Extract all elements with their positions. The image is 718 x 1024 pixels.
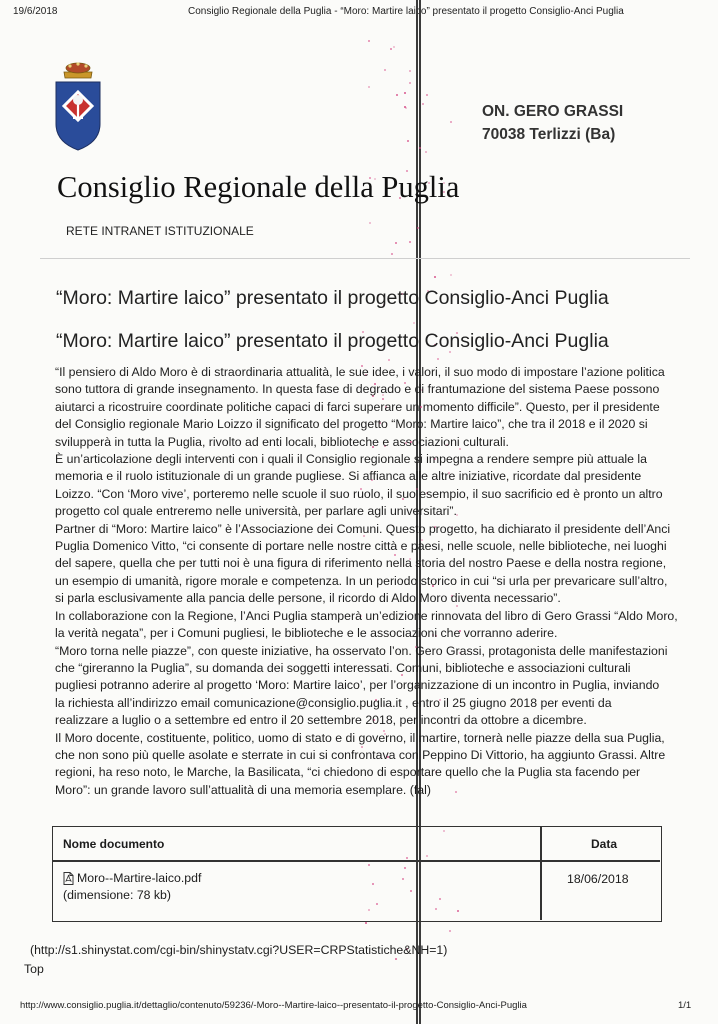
- scan-speck: [369, 222, 371, 224]
- body-line: realizzare a luglio o a settembre ed entro il 20 settembre 2018, per incontri da ottobre a dicembre.: [55, 713, 587, 728]
- scan-speck: [425, 151, 427, 153]
- column-header-date: Data: [591, 837, 618, 851]
- body-line: si parla esclusivamente alla pancia delle persone, il ricordo di Aldo Moro diventa necessario”.: [55, 591, 561, 606]
- body-line: la verità negata”, per i Comuni pugliesi, le biblioteche e le associazioni che vorranno aderire.: [55, 626, 558, 641]
- scan-speck: [419, 147, 421, 149]
- body-line: che “gireranno la Puglia”, su domanda dei soggetti interessati. Comuni, biblioteche e associazioni culturali: [55, 660, 631, 675]
- signature-stamp: [482, 100, 623, 146]
- site-subtitle: RETE INTRANET ISTITUZIONALE: [66, 224, 254, 238]
- header-divider: [40, 258, 690, 259]
- body-line: Partner di “Moro: Martire laico” è l’Associazione dei Comuni. Questo progetto, ha dichiarato il presidente dell’Anci: [55, 521, 671, 536]
- document-date: 18/06/2018: [567, 872, 629, 886]
- site-title: Consiglio Regionale della Puglia: [57, 170, 460, 204]
- body-line: del sapere, quella che per tutti noi è una figura di riferimento nella storia del nostro Paese e della nostra regione,: [55, 556, 667, 571]
- crown-icon: [64, 62, 92, 78]
- body-line: memoria e il ruolo istituzionale di un grande pugliese. Si affianca alle altre iniziative, ricordate dal presidente: [55, 469, 642, 484]
- documents-table: [52, 826, 662, 922]
- scan-speck: [368, 40, 370, 42]
- body-line: regioni, ha reso noto, le Marche, la Basilicata, “ci chiedono di esportare quello che la Puglia sta facendo per: [55, 765, 641, 780]
- print-date: 19/6/2018: [13, 6, 58, 17]
- stats-link[interactable]: (http://s1.shinystat.com/cgi-bin/shinystatv.cgi?USER=CRPStatistiche&NH=1): [30, 943, 448, 957]
- scan-speck: [404, 92, 406, 94]
- print-page-number: 1/1: [678, 1000, 692, 1011]
- body-line: In collaborazione con la Regione, l’Anci Puglia stamperà un’edizione rinnovata del libro di Gero Grassi “Aldo Moro,: [55, 608, 678, 623]
- scan-speck: [404, 106, 406, 108]
- body-line: un esempio di umanità, rigore morale e competenza. In un periodo storico in cui “si urla per prevaricare sull’altro,: [55, 573, 668, 588]
- scan-speck: [409, 241, 411, 243]
- scan-speck: [426, 94, 428, 96]
- body-line: “Il pensiero di Aldo Moro è di straordinaria attualità, le sue idee, i valori, il suo modo di impostare l’azione politica: [55, 365, 665, 379]
- scan-speck: [449, 930, 451, 932]
- document-file-name: Moro--Martire-laico.pdf: [77, 871, 202, 885]
- body-line: È un’articolazione degli interventi con i quali il Consiglio regionale si impegna a rendere sempre più attuale la: [55, 452, 647, 467]
- scan-speck: [407, 140, 409, 142]
- body-line: aiutarci a ricostruire coordinate politiche capaci di farci superare un momento difficile”. Questo, per il presidente: [55, 399, 660, 414]
- body-line: del Consiglio regionale Mario Loizzo il significato del progetto “Moro: Martire laico”, che tra il 2018 e il 2020 si: [55, 417, 648, 432]
- back-to-top-link[interactable]: Top: [24, 962, 44, 976]
- regional-emblem: [54, 58, 102, 152]
- table-divider: [540, 827, 542, 920]
- scan-speck: [409, 82, 411, 84]
- signature-name: ON. GERO GRASSI: [482, 103, 624, 120]
- scan-speck: [417, 227, 419, 229]
- body-line: sono tuttora di grande insegnamento. In questa fase di degrado e di frantumazione del sistema Paese possono: [55, 382, 660, 397]
- print-url: http://www.consiglio.puglia.it/dettaglio/contenuto/59236/-Moro--Martire-laico--presentato-il-progetto-Consiglio-Anci-Puglia: [20, 1000, 527, 1011]
- scan-speck: [422, 103, 424, 105]
- article-heading: “Moro: Martire laico” presentato il progetto Consiglio-Anci Puglia: [56, 287, 609, 309]
- body-line: “Moro torna nelle piazze”, con queste iniziative, ha osservato l’on. Gero Grassi, protagonista delle manifestazioni: [55, 643, 668, 658]
- body-line: la richiesta all’indirizzo email comunicazione@consiglio.puglia.it , entro il 25 giugno 2018 per eventi da: [55, 695, 612, 710]
- table-row: [63, 870, 201, 904]
- document-link[interactable]: [63, 870, 201, 887]
- body-line: che non sono più quelle asolate e sterrate in cui si confrontava con Peppino Di Vittorio, ha aggiunto Grassi. Altre: [55, 747, 666, 762]
- body-line: progetto col quale entreremo nelle università, per parlare agli universitari”.: [55, 504, 457, 519]
- scan-speck: [450, 274, 452, 276]
- scan-speck: [395, 958, 397, 960]
- scan-speck: [390, 48, 392, 50]
- document-file-size: (dimensione: 78 kb): [63, 888, 171, 902]
- body-line: Il Moro docente, costituente, politico, uomo di stato e di governo, il martire, tornerà nelle piazze della sua Puglia,: [55, 730, 665, 745]
- body-line: Moro”: un grande lavoro sull’attualità di una memoria esemplare. (fal): [55, 782, 431, 797]
- scan-speck: [368, 86, 370, 88]
- scan-speck: [388, 359, 390, 361]
- scan-speck: [437, 358, 439, 360]
- scan-speck: [434, 276, 436, 278]
- table-divider: [53, 860, 660, 862]
- scan-speck: [395, 242, 397, 244]
- scan-speck: [450, 121, 452, 123]
- scan-speck: [409, 70, 411, 72]
- scan-speck: [396, 94, 398, 96]
- body-line: Puglia Domenico Vitto, “ci consente di portare nelle nostre città e paesi, nelle scuole, nelle biblioteche, nei luoghi: [55, 539, 667, 554]
- scan-speck: [393, 46, 395, 48]
- scan-speck: [413, 322, 415, 324]
- body-line: Loizzo. “Con ‘Moro vive’, porteremo nelle scuole il suo ruolo, il suo esempio, il suo sacrificio ed è pronto un altro: [55, 486, 663, 501]
- body-line: pugliesi potranno aderire al progetto ‘Moro: Martire laico’, per l’organizzazione di un incontro in Puglia, inviando: [55, 678, 660, 693]
- article-heading-repeat: “Moro: Martire laico” presentato il progetto Consiglio-Anci Puglia: [56, 330, 609, 352]
- article-body: [55, 364, 678, 799]
- scan-speck: [391, 253, 393, 255]
- signature-address: 70038 Terlizzi (Ba): [482, 126, 616, 143]
- scan-speck: [384, 69, 386, 71]
- body-line: svilupperà in tutta la Puglia, rivolto ad enti locali, biblioteche e associazioni culturali.: [55, 434, 509, 449]
- print-page-title: Consiglio Regionale della Puglia - “Moro: Martire laico” presentato il progetto Consiglio-Anci Puglia: [188, 6, 624, 17]
- column-header-name: Nome documento: [63, 837, 165, 851]
- pdf-file-icon: [63, 872, 74, 885]
